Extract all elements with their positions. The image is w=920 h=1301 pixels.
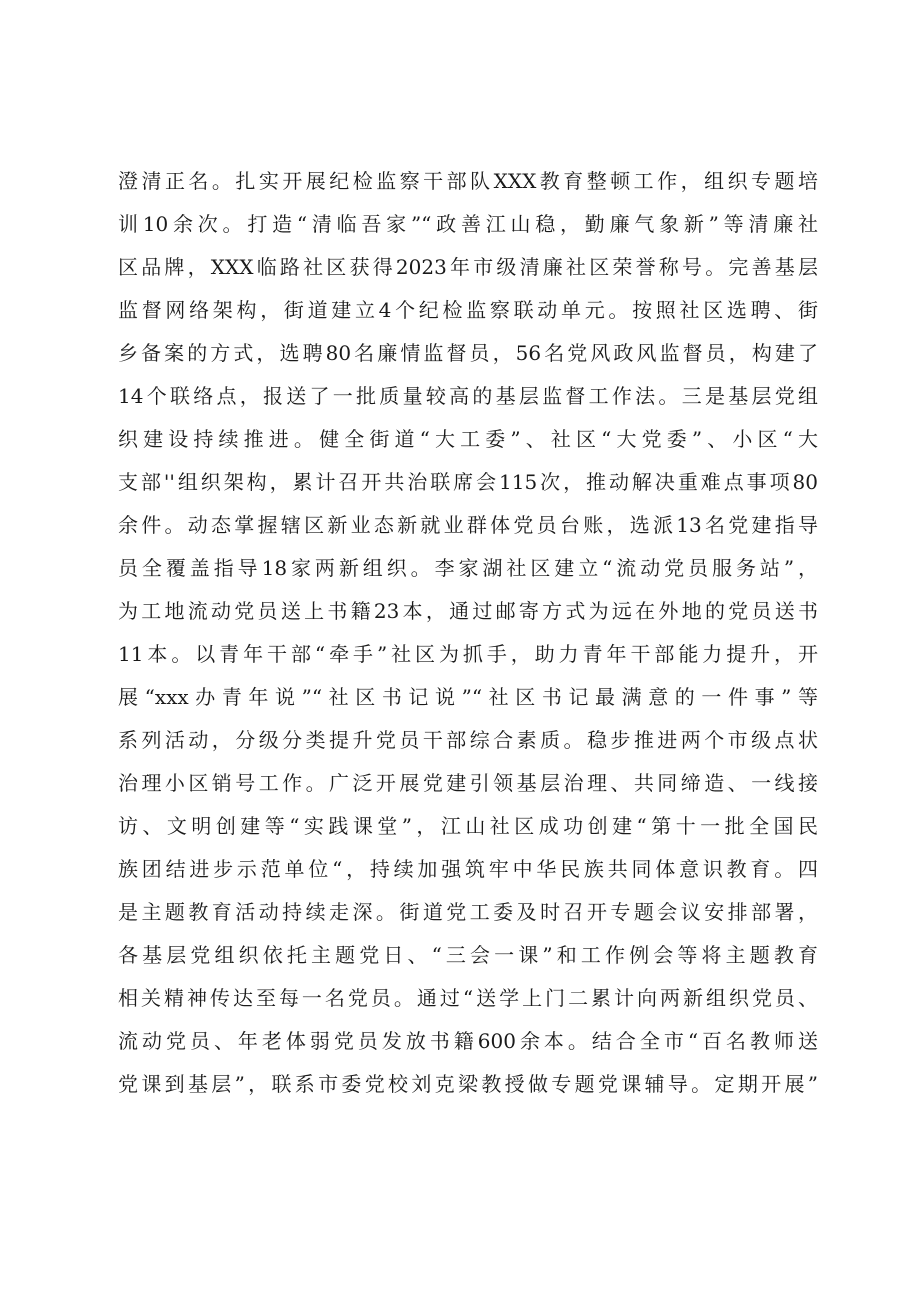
- text-line: 14个联络点，报送了一批质量较高的基层监督工作法。三是基层党组: [118, 384, 818, 408]
- text-line: 访、文明创建等“实践课堂”，江山社区成功创建“第十一批全国民: [118, 814, 818, 838]
- text-line: 员全覆盖指导18家两新组织。李家湖社区建立“流动党员服务站”，: [118, 556, 818, 580]
- text-line: 11本。以青年干部“牵手”社区为抓手，助力青年干部能力提升，开: [118, 642, 818, 666]
- text-line: 织建设持续推进。健全街道“大工委”、社区“大党委”、小区“大: [118, 427, 818, 451]
- text-line: 区品牌，XXX临路社区获得2023年市级清廉社区荣誉称号。完善基层: [118, 255, 818, 279]
- text-line: 相关精神传达至每一名党员。通过“送学上门二累计向两新组织党员、: [118, 986, 818, 1010]
- text-line: 党课到基层”，联系市委党校刘克梁教授做专题党课辅导。定期开展”: [118, 1072, 818, 1096]
- text-line: 展“xxx办青年说”“社区书记说”“社区书记最满意的一件事”等: [118, 685, 818, 709]
- text-line: 为工地流动党员送上书籍23本，通过邮寄方式为远在外地的党员送书: [118, 599, 818, 623]
- body-text: [118, 160, 818, 1106]
- text-line: 族团结进步示范单位“，持续加强筑牢中华民族共同体意识教育。四: [118, 857, 818, 881]
- text-line: 流动党员、年老体弱党员发放书籍600余本。结合全市“百名教师送: [118, 1029, 818, 1053]
- text-line: 支部''组织架构，累计召开共治联席会115次，推动解决重难点事项80: [118, 470, 818, 494]
- text-line: 治理小区销号工作。广泛开展党建引领基层治理、共同缔造、一线接: [118, 771, 818, 795]
- text-line: 监督网络架构，街道建立4个纪检监察联动单元。按照社区选聘、街: [118, 298, 818, 322]
- text-line: 乡备案的方式，选聘80名廉情监督员，56名党风政风监督员，构建了: [118, 341, 818, 365]
- text-line: 是主题教育活动持续走深。街道党工委及时召开专题会议安排部署，: [118, 900, 818, 924]
- text-line: 各基层党组织依托主题党日、“三会一课”和工作例会等将主题教育: [118, 943, 818, 967]
- text-line: 系列活动，分级分类提升党员干部综合素质。稳步推进两个市级点状: [118, 728, 818, 752]
- text-line: 澄清正名。扎实开展纪检监察干部队XXX教育整顿工作，组织专题培: [118, 169, 818, 193]
- text-line: 训10余次。打造“清临吾家”“政善江山稳，勤廉气象新”等清廉社: [118, 212, 818, 236]
- text-line: 余件。动态掌握辖区新业态新就业群体党员台账，选派13名党建指导: [118, 513, 818, 537]
